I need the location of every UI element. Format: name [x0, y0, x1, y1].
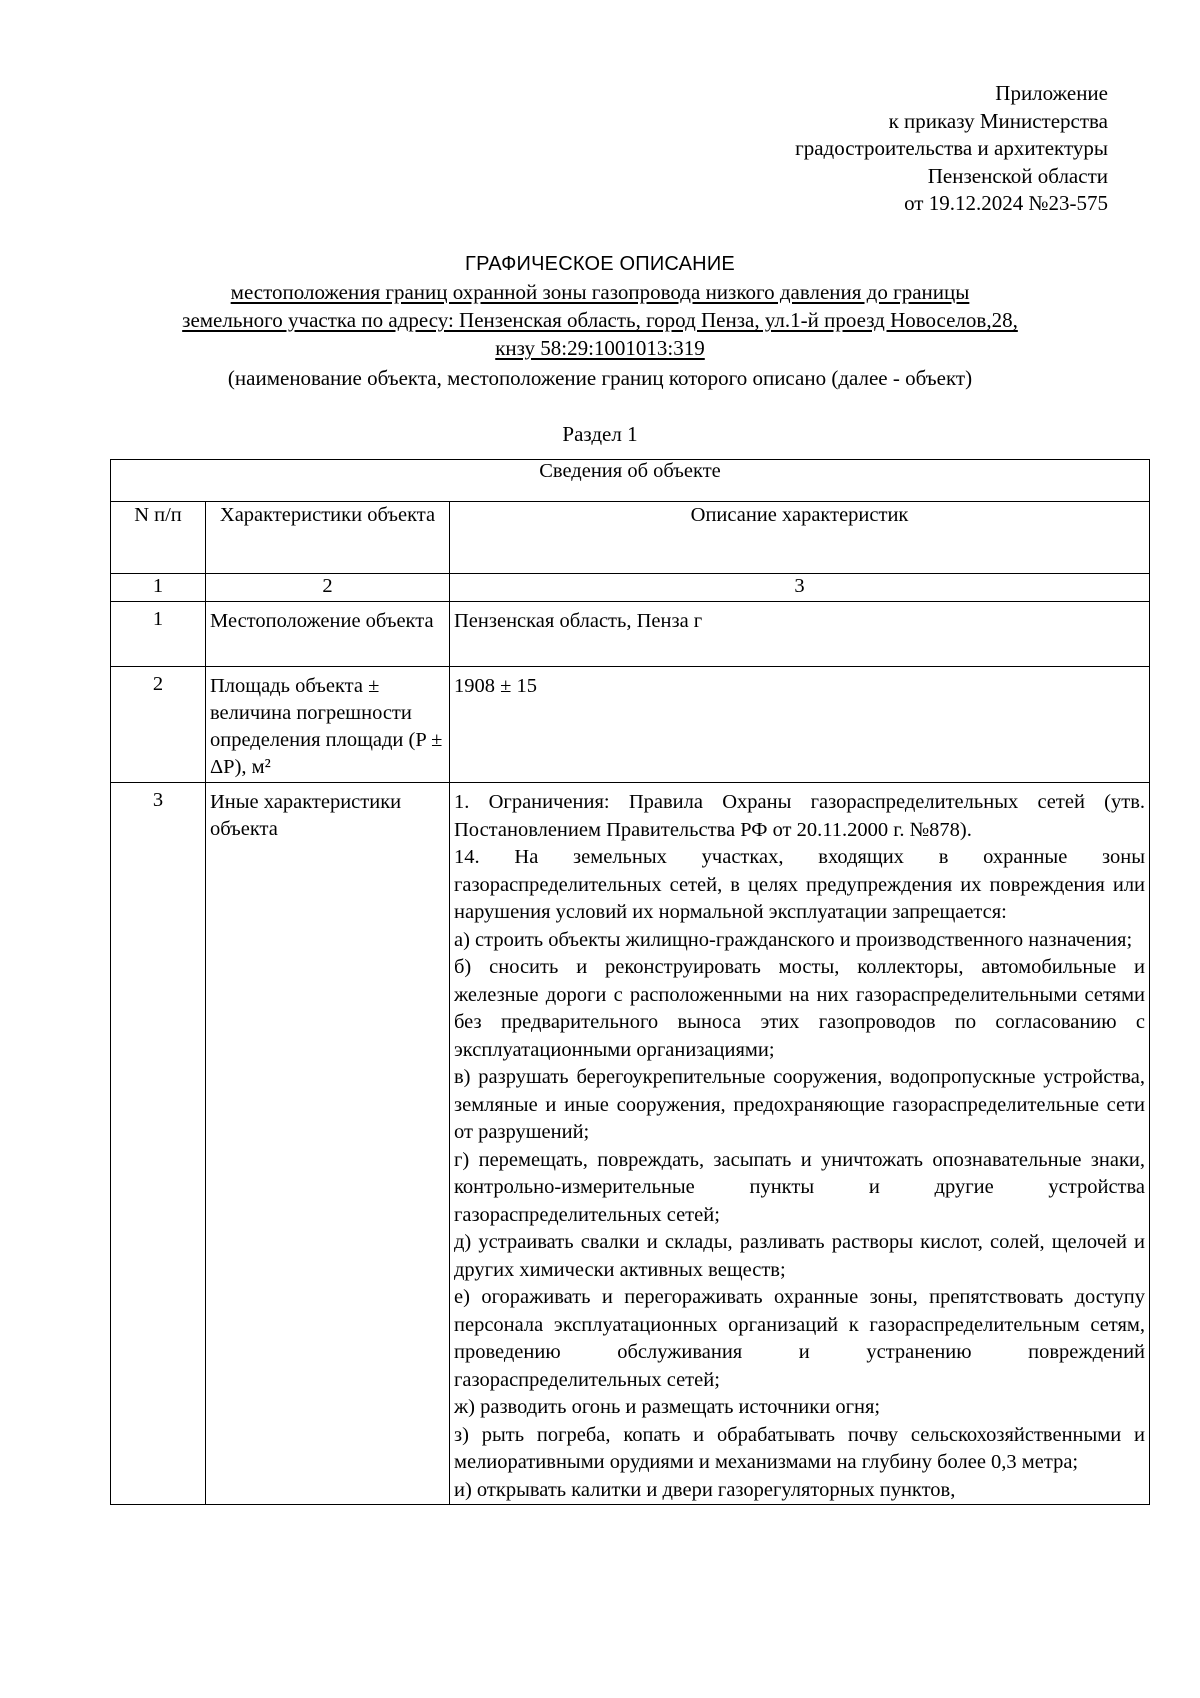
restriction-paragraph: е) огораживать и перегораживать охранные зоны, препятствовать доступу персонала эксплуатационных организаций к газораспределительным сетям, проведению обслуживания и устранению повреждений газораспределительных сетей; — [454, 1286, 1146, 1391]
column-header: N п/п — [111, 502, 206, 574]
row-label: Местоположение объекта — [206, 602, 450, 667]
restriction-paragraph: ж) разводить огонь и размещать источники огня; — [454, 1396, 881, 1418]
section-label: Раздел 1 — [562, 422, 638, 446]
column-number-row — [111, 574, 1150, 602]
row-label: Иные характеристики объекта — [206, 783, 450, 1505]
appendix-line: к приказу Министерства — [888, 108, 1108, 133]
table-title: Сведения об объекте — [111, 460, 1150, 502]
row-value — [450, 783, 1150, 1505]
title-block — [0, 250, 1200, 392]
row-number: 2 — [111, 667, 206, 783]
row-value: 1908 ± 15 — [450, 667, 1150, 783]
appendix-line: Пензенской области — [927, 163, 1108, 188]
column-number: 3 — [450, 574, 1150, 602]
restriction-paragraph: 14. На земельных участках, входящих в охранные зоны газораспределительных сетей, в целях предупреждения их повреждения или нарушения условий их нормальной эксплуатации запрещается: — [454, 846, 1146, 923]
object-info-table — [110, 459, 1150, 1505]
appendix-line: Приложение — [995, 81, 1108, 105]
appendix-line: от 19.12.2024 №23-575 — [904, 191, 1108, 215]
appendix-line: градостроительства и архитектуры — [795, 136, 1108, 160]
table-row — [111, 602, 1150, 667]
object-name-line: местоположения границ охранной зоны газопровода низкого давления до границы — [230, 280, 970, 304]
restriction-paragraph: з) рыть погреба, копать и обрабатывать почву сельскохозяйственными и мелиоративными орудиями и механизмами на глубину более 0,3 метра; — [454, 1423, 1146, 1473]
table-row — [111, 783, 1150, 1505]
restriction-paragraph: в) разрушать берегоукрепительные сооружения, водопропускные устройства, земляные и иные сооружения, предохраняющие газораспределительные сети от разрушений; — [454, 1066, 1146, 1143]
row-label: Площадь объекта ± величина погрешности определения площади (P ± ΔP), м² — [206, 667, 450, 783]
restriction-paragraph: д) устраивать свалки и склады, разливать растворы кислот, солей, щелочей и других химически активных веществ; — [454, 1231, 1146, 1281]
column-number: 1 — [111, 574, 206, 602]
row-number: 1 — [111, 602, 206, 667]
object-caption: (наименование объекта, местоположение границ которого описано (далее - объект) — [227, 366, 973, 390]
row-value: Пензенская область, Пенза г — [450, 602, 1150, 667]
appendix-header — [795, 80, 1108, 218]
table-row — [111, 667, 1150, 783]
document-title: ГРАФИЧЕСКОЕ ОПИСАНИЕ — [465, 253, 735, 275]
restriction-paragraph: г) перемещать, повреждать, засыпать и уничтожать опознавательные знаки, контрольно-измерительные пункты и другие устройства газораспределительных сетей; — [454, 1148, 1146, 1226]
restriction-paragraph: 1. Ограничения: Правила Охраны газораспределительных сетей (утв. Постановлением Правительства РФ от 20.11.2000 г. №878). — [454, 791, 1146, 841]
column-header-row — [111, 502, 1150, 574]
column-number: 2 — [206, 574, 450, 602]
table-title-row — [111, 460, 1150, 502]
restriction-paragraph: б) сносить и реконструировать мосты, коллекторы, автомобильные и железные дороги с расположенными на них газораспределительными сетями без предварительного выноса этих газопроводов по согласованию с эксплуатационными организациями; — [454, 956, 1146, 1061]
object-name-line: земельного участка по адресу: Пензенская область, город Пенза, ул.1-й проезд Новоселов,28, — [182, 308, 1018, 332]
column-header: Описание характеристик — [450, 502, 1150, 574]
object-name-line: кнзу 58:29:1001013:319 — [495, 336, 705, 360]
row-number: 3 — [111, 783, 206, 1505]
restriction-paragraph: а) строить объекты жилищно-гражданского и производственного назначения; — [454, 928, 1133, 951]
restriction-paragraph: и) открывать калитки и двери газорегуляторных пунктов, — [454, 1478, 956, 1501]
column-header: Характеристики объекта — [206, 502, 450, 574]
